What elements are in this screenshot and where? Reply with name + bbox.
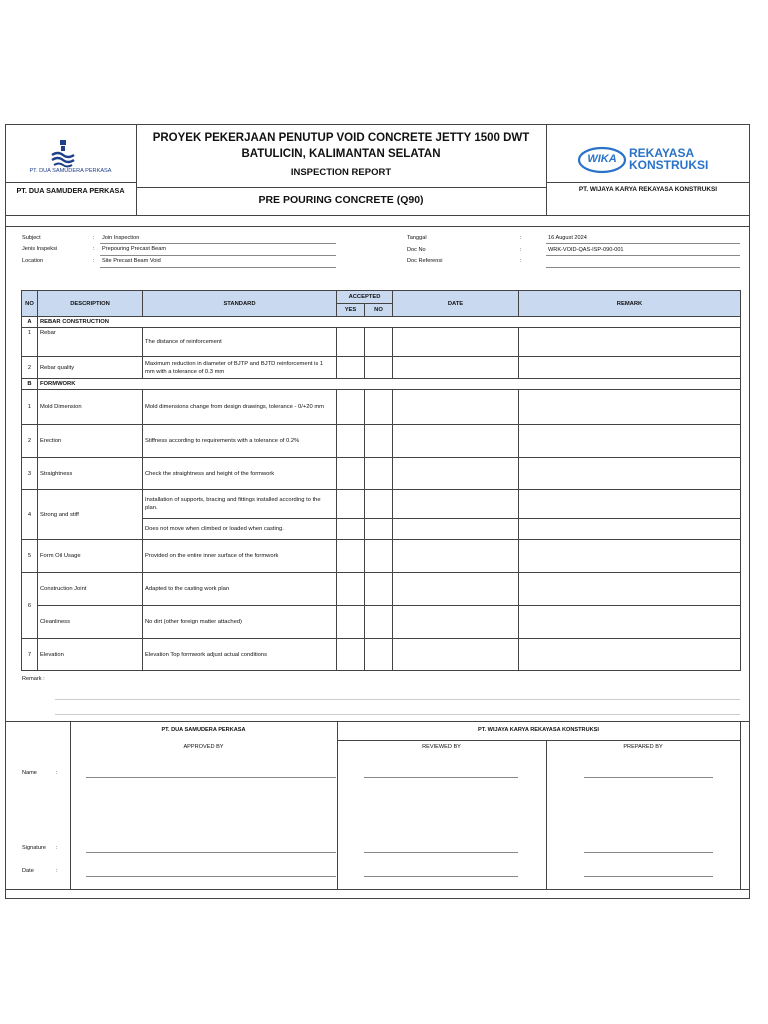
row-no: 5 xyxy=(22,540,38,573)
approved-by-label: APPROVED BY xyxy=(183,744,224,750)
cell-no[interactable] xyxy=(365,458,393,490)
project-title xyxy=(136,130,546,162)
name-label: Name xyxy=(22,770,37,776)
section-letter: B xyxy=(22,379,38,390)
doc-referensi-label: Doc Referensi xyxy=(407,258,443,264)
cell-remark[interactable] xyxy=(519,425,741,458)
cell-yes[interactable] xyxy=(337,540,365,573)
cell-no[interactable] xyxy=(365,606,393,639)
row-no: 2 xyxy=(22,357,38,379)
colon: : xyxy=(56,770,58,776)
cell-yes[interactable] xyxy=(337,573,365,606)
section-letter: A xyxy=(22,317,38,328)
divider xyxy=(337,740,740,741)
prepared-name-field[interactable] xyxy=(584,777,713,778)
row-description: Construction Joint xyxy=(38,573,143,606)
colon: : xyxy=(93,235,95,241)
subject-value: Join Inspection xyxy=(102,235,140,241)
date-label: Date xyxy=(22,868,34,874)
cell-date[interactable] xyxy=(393,425,519,458)
right-company-name: PT. WIJAYA KARYA REKAYASA KONSTRUKSI xyxy=(578,186,718,193)
cell-date[interactable] xyxy=(393,490,519,519)
table-row xyxy=(22,328,741,357)
approved-date-field[interactable] xyxy=(86,876,336,877)
rekayasa-logo-text xyxy=(629,147,708,171)
table-row xyxy=(22,490,741,519)
cell-date[interactable] xyxy=(393,390,519,425)
col-header-accepted: ACCEPTED xyxy=(337,291,393,304)
project-title-line2: BATULICIN, KALIMANTAN SELATAN xyxy=(241,148,441,160)
tanggal-value: 16 August 2024 xyxy=(548,235,587,241)
col-header-no: NO xyxy=(22,291,38,317)
table-row xyxy=(22,425,741,458)
rekayasa-logo-line2: KONSTRUKSI xyxy=(629,158,709,172)
table-row xyxy=(22,357,741,379)
table-row xyxy=(22,458,741,490)
row-description: Strong and stiff xyxy=(38,490,143,540)
signature-label: Signature xyxy=(22,845,46,851)
cell-remark[interactable] xyxy=(519,458,741,490)
row-standard: Adapted to the casting work plan xyxy=(143,573,337,606)
col-header-standard: STANDARD xyxy=(143,291,337,317)
row-standard: Stiffness according to requirements with a tolerance of 0.2% xyxy=(143,425,337,458)
colon: : xyxy=(93,246,95,252)
tanggal-label: Tanggal xyxy=(407,235,427,241)
table-row xyxy=(22,606,741,639)
row-standard: Provided on the entire inner surface of the formwork xyxy=(143,540,337,573)
cell-date[interactable] xyxy=(393,573,519,606)
row-description: Elevation xyxy=(38,639,143,671)
row-standard: Mold dimensions change from design drawings, tolerance - 0/+20 mm xyxy=(143,390,337,425)
cell-date[interactable] xyxy=(393,606,519,639)
section-title: FORMWORK xyxy=(38,379,741,390)
cell-no[interactable] xyxy=(365,639,393,671)
row-standard: Check the straightness and height of the formwork xyxy=(143,458,337,490)
row-description: Rebar quality xyxy=(38,357,143,379)
colon: : xyxy=(520,235,522,241)
tanggal-underline xyxy=(546,243,740,244)
row-no: 6 xyxy=(22,573,38,639)
cell-remark[interactable] xyxy=(519,573,741,606)
col-header-yes: YES xyxy=(337,304,365,317)
cell-no[interactable] xyxy=(365,390,393,425)
row-no: 7 xyxy=(22,639,38,671)
jenis-inspeksi-value: Prepouring Precast Beam xyxy=(102,246,167,252)
project-title-line1: PROYEK PEKERJAAN PENUTUP VOID CONCRETE JETTY 1500 DWT xyxy=(152,132,530,144)
cell-yes[interactable] xyxy=(337,390,365,425)
reviewed-by-label: REVIEWED BY xyxy=(422,744,461,750)
left-company-name: PT. DUA SAMUDERA PERKASA xyxy=(16,186,125,195)
section-title: REBAR CONSTRUCTION xyxy=(38,317,741,328)
cell-remark[interactable] xyxy=(519,639,741,671)
col-header-description: DESCRIPTION xyxy=(38,291,143,317)
dsp-logo-icon xyxy=(48,138,78,168)
row-no: 4 xyxy=(22,490,38,540)
signoff-left-company: PT. DUA SAMUDERA PERKASA xyxy=(161,727,246,733)
cell-date[interactable] xyxy=(393,357,519,379)
divider xyxy=(5,226,750,227)
row-description: Rebar xyxy=(38,328,143,357)
cell-date[interactable] xyxy=(393,458,519,490)
col-header-no-accepted: NO xyxy=(365,304,393,317)
col-header-remark: REMARK xyxy=(519,291,741,317)
subject-label: Subject xyxy=(22,235,41,241)
row-description: Erection xyxy=(38,425,143,458)
colon: : xyxy=(56,868,58,874)
rekayasa-logo-line1: REKAYASA xyxy=(629,146,695,160)
reviewed-signature-field[interactable] xyxy=(364,852,518,853)
jenis-underline xyxy=(100,255,336,256)
approved-signature-field[interactable] xyxy=(86,852,336,853)
cell-yes[interactable] xyxy=(337,639,365,671)
signoff-right-company: PT. WIJAYA KARYA REKAYASA KONSTRUKSI xyxy=(478,727,599,733)
cell-yes[interactable] xyxy=(337,519,365,540)
table-row xyxy=(22,390,741,425)
remark-line[interactable] xyxy=(55,699,740,700)
cell-date[interactable] xyxy=(393,328,519,357)
cell-remark[interactable] xyxy=(519,490,741,519)
colon: : xyxy=(520,247,522,253)
row-standard: No dirt (other foreign matter attached) xyxy=(143,606,337,639)
cell-date[interactable] xyxy=(393,519,519,540)
doc-no-value: WRK-VOID-QAS-ISP-090-001 xyxy=(548,247,624,253)
doc-no-label: Doc No xyxy=(407,247,426,253)
location-underline xyxy=(100,267,336,268)
col-header-date: DATE xyxy=(393,291,519,317)
divider xyxy=(546,182,750,183)
section-row-b xyxy=(22,379,741,390)
cell-no[interactable] xyxy=(365,357,393,379)
prepared-date-field[interactable] xyxy=(584,876,713,877)
cell-remark[interactable] xyxy=(519,328,741,357)
row-no: 1 xyxy=(22,390,38,425)
location-label: Location xyxy=(22,258,44,264)
cell-remark[interactable] xyxy=(519,540,741,573)
cell-date[interactable] xyxy=(393,540,519,573)
divider xyxy=(5,721,750,722)
prepared-by-label: PREPARED BY xyxy=(623,744,663,750)
cell-remark[interactable] xyxy=(519,390,741,425)
row-description: Mold Dimension xyxy=(38,390,143,425)
section-row-a xyxy=(22,317,741,328)
divider xyxy=(5,215,750,216)
subject-underline xyxy=(100,243,336,244)
cell-yes[interactable] xyxy=(337,425,365,458)
row-no: 3 xyxy=(22,458,38,490)
row-description: Form Oil Usage xyxy=(38,540,143,573)
table-row xyxy=(22,639,741,671)
divider xyxy=(5,889,750,890)
doc-no-underline xyxy=(546,255,740,256)
cell-no[interactable] xyxy=(365,425,393,458)
cell-yes[interactable] xyxy=(337,328,365,357)
cell-remark[interactable] xyxy=(519,357,741,379)
colon: : xyxy=(56,845,58,851)
divider xyxy=(740,721,741,889)
row-standard: The distance of reinforcement xyxy=(143,328,337,357)
remark-label: Remark : xyxy=(22,676,45,682)
cell-no[interactable] xyxy=(365,573,393,606)
approved-name-field[interactable] xyxy=(86,777,336,778)
reviewed-date-field[interactable] xyxy=(364,876,518,877)
table-header-row xyxy=(22,291,741,304)
header-divider-right xyxy=(546,124,547,215)
row-standard: Does not move when climbed or loaded when casting. xyxy=(143,519,337,540)
reviewed-name-field[interactable] xyxy=(364,777,518,778)
location-value: Site Precast Beam Void xyxy=(102,258,161,264)
divider xyxy=(136,187,546,188)
doc-referensi-underline xyxy=(546,267,740,268)
cell-yes[interactable] xyxy=(337,490,365,519)
cell-yes[interactable] xyxy=(337,357,365,379)
row-standard: Maximum reduction in diameter of BJTP and BJTD reinforcement is 1 mm with a tolerance of 0.3 mm xyxy=(143,357,337,379)
colon: : xyxy=(520,258,522,264)
row-standard: Installation of supports, bracing and fittings installed according to the plan. xyxy=(143,490,337,519)
cell-remark[interactable] xyxy=(519,519,741,540)
form-title: PRE POURING CONCRETE (Q90) xyxy=(258,194,424,206)
inspection-table xyxy=(21,290,741,671)
cell-no[interactable] xyxy=(365,328,393,357)
row-standard: Elevation Top formwork adjust actual conditions xyxy=(143,639,337,671)
colon: : xyxy=(93,258,95,264)
row-description: Cleanliness xyxy=(38,606,143,639)
row-no: 1 xyxy=(22,328,38,357)
cell-no[interactable] xyxy=(365,540,393,573)
jenis-inspeksi-label: Jenis Inspeksi xyxy=(22,246,58,252)
dsp-logo-text: PT. DUA SAMUDERA PERKASA xyxy=(29,168,112,174)
prepared-signature-field[interactable] xyxy=(584,852,713,853)
cell-yes[interactable] xyxy=(337,606,365,639)
report-type: INSPECTION REPORT xyxy=(290,167,392,178)
divider xyxy=(546,740,547,889)
cell-date[interactable] xyxy=(393,639,519,671)
cell-no[interactable] xyxy=(365,490,393,519)
cell-remark[interactable] xyxy=(519,606,741,639)
remark-line[interactable] xyxy=(55,714,740,715)
cell-yes[interactable] xyxy=(337,458,365,490)
row-no: 2 xyxy=(22,425,38,458)
wika-logo-text: WIKA xyxy=(587,153,617,165)
table-row xyxy=(22,573,741,606)
cell-no[interactable] xyxy=(365,519,393,540)
row-description: Straightness xyxy=(38,458,143,490)
divider xyxy=(5,182,136,183)
table-row xyxy=(22,540,741,573)
